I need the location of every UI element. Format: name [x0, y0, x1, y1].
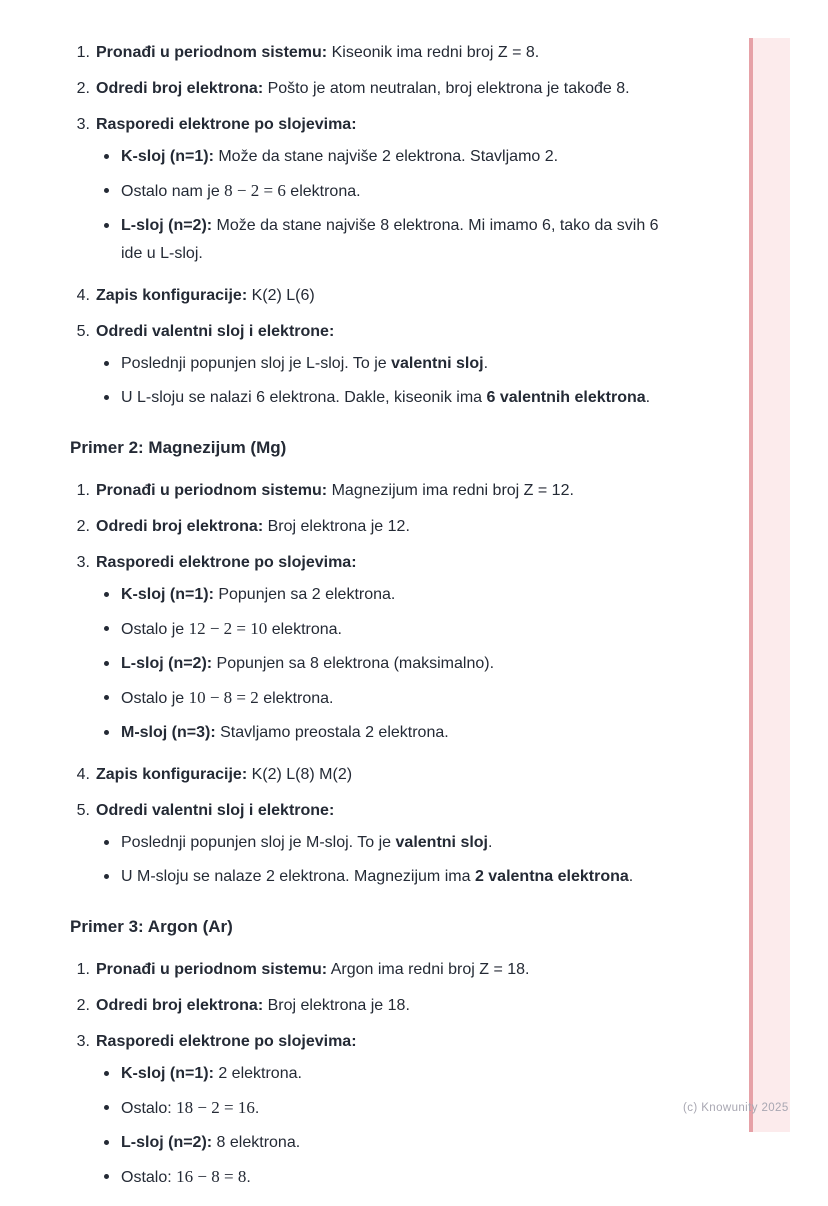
text-run: K(2) L(8) M(2)	[247, 766, 353, 783]
list-item-text	[96, 39, 726, 67]
list-number: 1.	[76, 961, 90, 978]
list-item-text	[96, 111, 726, 139]
text-run: K(2) L(6)	[247, 287, 315, 304]
bullet-icon	[104, 592, 109, 597]
text-run: .	[483, 355, 489, 372]
list-number: 5.	[76, 323, 90, 340]
bullet-text	[121, 177, 684, 206]
list-item-text	[96, 282, 726, 310]
bullet-icon	[104, 395, 109, 400]
bullet-text	[121, 581, 684, 609]
text-run: U L-sloju se nalazi 6 elektrona. Dakle, kiseonik ima	[121, 389, 487, 406]
bullet-item	[96, 684, 684, 713]
list-item	[70, 318, 726, 418]
bold-text: Pronađi u periodnom sistemu:	[96, 44, 328, 61]
text-run: Može da stane najviše 2 elektrona. Stavljamo 2.	[213, 148, 559, 165]
section-heading: Primer 3: Argon (Ar)	[70, 917, 233, 936]
list-item-body	[96, 513, 726, 541]
bullet-text	[121, 863, 684, 891]
bold-text: 2 valentna elektrona	[474, 868, 629, 885]
ordered-list	[70, 477, 726, 897]
list-item-text	[96, 549, 726, 577]
list-number: 4.	[76, 287, 90, 304]
list-number: 3.	[76, 1033, 90, 1050]
bullet-icon	[104, 1105, 109, 1110]
list-number: 2.	[76, 518, 90, 535]
list-item-body	[96, 318, 726, 418]
bullet-list	[96, 143, 726, 268]
watermark: (c) Knowunity 2025	[683, 1102, 789, 1114]
bold-text: Zapis konfiguracije:	[96, 766, 248, 783]
bullet-text	[121, 350, 684, 378]
list-item-text	[96, 318, 726, 346]
bold-text: Odredi valentni sloj i elektrone:	[96, 802, 335, 819]
bold-text: L-sloj (n=2):	[121, 655, 213, 672]
text-run: elektrona.	[258, 690, 334, 707]
list-item-body	[96, 111, 726, 274]
bold-text: 6 valentnih elektrona	[486, 389, 646, 406]
text-run: 8 elektrona.	[212, 1134, 301, 1151]
text-run: Ostalo je	[121, 621, 189, 638]
bold-text: Odredi broj elektrona:	[96, 80, 264, 97]
list-number: 3.	[76, 116, 90, 133]
text-run: Ostalo je	[121, 690, 189, 707]
bullet-icon	[104, 695, 109, 700]
bullet-text	[121, 384, 684, 412]
bullet-icon	[104, 188, 109, 193]
bold-text: M-sloj (n=3):	[121, 724, 216, 741]
bold-text: Rasporedi elektrone po slojevima:	[96, 1033, 357, 1050]
bullet-item	[96, 1129, 684, 1157]
text-run: Argon ima redni broj Z = 18.	[327, 961, 530, 978]
text-run: .	[488, 834, 493, 851]
list-item	[70, 282, 726, 310]
bullet-item	[96, 1060, 684, 1088]
bullet-text	[121, 1060, 684, 1088]
section-heading: Primer 2: Magnezijum (Mg)	[70, 438, 287, 457]
list-item-text	[96, 513, 726, 541]
math-text: 8 − 2 = 6	[224, 181, 286, 200]
text-run: 2 elektrona.	[213, 1065, 302, 1082]
list-item-text	[96, 797, 726, 825]
text-run: Pošto je atom neutralan, broj elektrona je takođe 8.	[263, 80, 630, 97]
ordered-list	[70, 39, 726, 418]
bullet-item	[96, 650, 684, 678]
bullet-item	[96, 1094, 684, 1123]
bullet-item	[96, 581, 684, 609]
text-run: Ostalo:	[121, 1100, 177, 1117]
list-item-body	[96, 549, 726, 753]
bullet-icon	[104, 1174, 109, 1179]
text-run: Može da stane najviše 8 elektrona. Mi imamo 6, tako da svih 6 ide u L-sloj.	[121, 217, 659, 262]
bullet-icon	[104, 1140, 109, 1145]
math-text: 10 − 8 = 2	[188, 688, 259, 707]
list-item-body	[96, 39, 726, 67]
list-item-text	[96, 956, 726, 984]
bullet-item	[96, 350, 684, 378]
bullet-item	[96, 719, 684, 747]
bold-text: K-sloj (n=1):	[121, 586, 214, 603]
bold-text: Rasporedi elektrone po slojevima:	[96, 116, 357, 133]
bullet-text	[121, 1163, 684, 1192]
list-item-body	[96, 992, 726, 1020]
bold-text: Pronađi u periodnom sistemu:	[96, 482, 328, 499]
page-edge-ribbon	[749, 38, 790, 1132]
bullet-item	[96, 384, 684, 412]
text-run: Magnezijum ima redni broj Z = 12.	[327, 482, 574, 499]
text-run: U M-sloju se nalaze 2 elektrona. Magnezijum ima	[121, 868, 475, 885]
list-number: 3.	[76, 554, 90, 571]
text-run: Stavljamo preostala 2 elektrona.	[215, 724, 449, 741]
bullet-icon	[104, 840, 109, 845]
bold-text: L-sloj (n=2):	[121, 1134, 213, 1151]
list-item-text	[96, 75, 726, 103]
bullet-item	[96, 1163, 684, 1192]
bold-text: Zapis konfiguracije:	[96, 287, 248, 304]
bold-text: valentni sloj	[395, 834, 488, 851]
list-item-text	[96, 1028, 726, 1056]
bullet-item	[96, 177, 684, 206]
bullet-icon	[104, 154, 109, 159]
list-item-text	[96, 477, 726, 505]
math-text: 18 − 2 = 16	[176, 1098, 255, 1117]
text-run: elektrona.	[285, 183, 361, 200]
bullet-item	[96, 829, 684, 857]
bullet-item	[96, 615, 684, 644]
text-run: elektrona.	[267, 621, 342, 638]
list-item	[70, 39, 726, 67]
bullet-text	[121, 829, 684, 857]
bullet-text	[121, 1094, 684, 1123]
text-run: Kiseonik ima redni broj Z = 8.	[327, 44, 540, 61]
bold-text: L-sloj (n=2):	[121, 217, 213, 234]
list-item	[70, 992, 726, 1020]
bullet-item	[96, 863, 684, 891]
bullet-text	[121, 1129, 684, 1157]
text-run: .	[645, 389, 651, 406]
list-item-body	[96, 75, 726, 103]
bullet-item	[96, 212, 684, 268]
text-run: Popunjen sa 8 elektrona (maksimalno).	[212, 655, 495, 672]
text-run: Ostalo:	[121, 1169, 177, 1186]
list-item	[70, 549, 726, 753]
bullet-icon	[104, 661, 109, 666]
list-item	[70, 761, 726, 789]
list-number: 5.	[76, 802, 90, 819]
text-run: Broj elektrona je 18.	[263, 997, 410, 1014]
bullet-icon	[104, 874, 109, 879]
bold-text: K-sloj (n=1):	[121, 148, 214, 165]
list-item-text	[96, 992, 726, 1020]
list-item	[70, 111, 726, 274]
list-item-body	[96, 956, 726, 984]
bullet-text	[121, 650, 684, 678]
list-number: 1.	[76, 482, 90, 499]
bullet-text	[121, 615, 684, 644]
list-item	[70, 477, 726, 505]
list-number: 4.	[76, 766, 90, 783]
list-item	[70, 513, 726, 541]
math-text: 12 − 2 = 10	[188, 619, 268, 638]
text-run: .	[254, 1100, 260, 1117]
bullet-item	[96, 143, 684, 171]
bullet-list	[96, 1060, 726, 1192]
bold-text: Odredi valentni sloj i elektrone:	[96, 323, 335, 340]
text-run: .	[628, 868, 634, 885]
bullet-text	[121, 719, 684, 747]
text-run: Ostalo nam je	[121, 183, 225, 200]
text-run: Poslednji popunjen sloj je L-sloj. To je	[121, 355, 392, 372]
bullet-icon	[104, 730, 109, 735]
list-item-body	[96, 797, 726, 897]
list-item-body	[96, 761, 726, 789]
bullet-text	[121, 143, 684, 171]
bullet-icon	[104, 223, 109, 228]
text-run: Poslednji popunjen sloj je M-sloj. To je	[121, 834, 396, 851]
list-item-body	[96, 477, 726, 505]
list-item-body	[96, 282, 726, 310]
list-item	[70, 75, 726, 103]
list-number: 2.	[76, 997, 90, 1014]
math-text: 16 − 8 = 8	[176, 1167, 247, 1186]
bold-text: Rasporedi elektrone po slojevima:	[96, 554, 357, 571]
list-item	[70, 956, 726, 984]
text-run: Broj elektrona je 12.	[263, 518, 410, 535]
document-content	[70, 39, 726, 1206]
bold-text: Odredi broj elektrona:	[96, 518, 264, 535]
bullet-list	[96, 350, 726, 412]
bullet-icon	[104, 1071, 109, 1076]
bold-text: valentni sloj	[391, 355, 484, 372]
list-item	[70, 797, 726, 897]
bullet-icon	[104, 626, 109, 631]
list-number: 1.	[76, 44, 90, 61]
ordered-list	[70, 956, 726, 1198]
bold-text: K-sloj (n=1):	[121, 1065, 214, 1082]
bullet-icon	[104, 361, 109, 366]
bullet-text	[121, 684, 684, 713]
bold-text: Odredi broj elektrona:	[96, 997, 264, 1014]
bullet-text	[121, 212, 684, 268]
text-run: Popunjen sa 2 elektrona.	[213, 586, 396, 603]
list-item	[70, 1028, 726, 1198]
text-run: .	[246, 1169, 251, 1186]
list-number: 2.	[76, 80, 90, 97]
bullet-list	[96, 581, 726, 747]
list-item-body	[96, 1028, 726, 1198]
bold-text: Pronađi u periodnom sistemu:	[96, 961, 328, 978]
list-item-text	[96, 761, 726, 789]
bullet-list	[96, 829, 726, 891]
